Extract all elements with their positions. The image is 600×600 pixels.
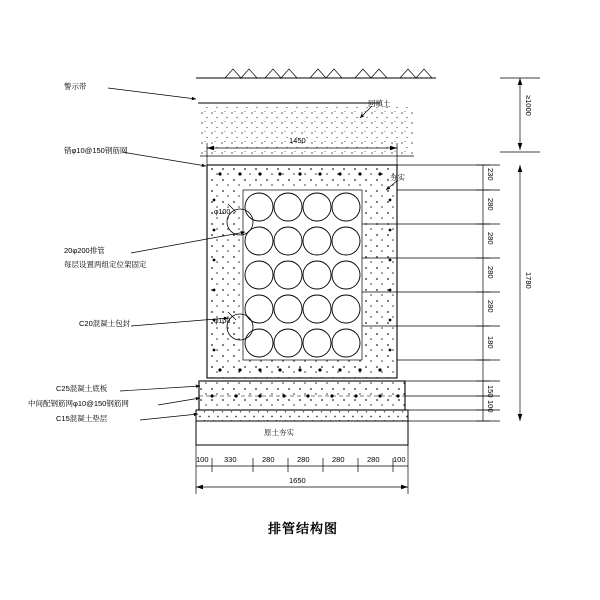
dim-text-bottom-5: 280 <box>367 455 380 464</box>
label-mesh-top: 错φ10@150钢筋网 <box>64 146 128 155</box>
label-cushion: C15混凝土垫层 <box>56 414 108 423</box>
cushion-layer <box>196 410 408 421</box>
dim-text-cover-depth: ≥1000 <box>524 95 533 116</box>
drawing-title: 排管结构图 <box>268 521 339 536</box>
label-base-slab: C25混凝土底板 <box>56 384 108 393</box>
dim-text-right-0: 230 <box>486 168 495 181</box>
label-warning-tape: 警示带 <box>64 82 87 91</box>
dim-text-right-3: 280 <box>486 266 495 279</box>
dim-text-right-2: 280 <box>486 232 495 245</box>
dim-bottom-chain <box>196 445 408 494</box>
dim-text-bottom-2: 280 <box>262 455 275 464</box>
base-slab <box>199 381 405 410</box>
label-backfill: 回填土 <box>368 99 391 108</box>
label-pipe-dia-upper: φ100 <box>214 209 231 216</box>
ground-line-group <box>196 69 436 78</box>
dim-text-bottom-6: 100 <box>393 455 406 464</box>
dim-text-bottom-0: 100 <box>196 455 209 464</box>
dim-text-bottom-1: 330 <box>224 455 237 464</box>
dim-text-right-1: 280 <box>486 198 495 211</box>
dim-text-bottom-4: 280 <box>332 455 345 464</box>
dim-text-right-7: 100 <box>486 400 495 413</box>
label-subgrade: 原土夯实 <box>264 428 294 437</box>
dim-text-right-5: 180 <box>486 336 495 349</box>
label-concrete-encase: C20混凝土包封 <box>79 319 131 328</box>
label-pipe-dia-lower: φ100 <box>214 318 231 325</box>
backfill-zone <box>200 106 414 156</box>
label-pipes-note: 每层设置两组定位架固定 <box>64 260 147 269</box>
dim-text-right-6: 150 <box>486 385 495 398</box>
dim-text-total-height: 1780 <box>524 272 533 289</box>
label-pipes: 20φ200排管 <box>64 246 105 255</box>
label-middle-mesh: 中间配钢筋网φ10@150钢筋网 <box>28 399 129 408</box>
dim-text-bottom-3: 280 <box>297 455 310 464</box>
dim-text-top-width: 1450 <box>289 136 306 145</box>
dim-text-bottom-total: 1650 <box>289 476 306 485</box>
label-tamped-layer: 夯实 <box>390 173 405 182</box>
dim-text-right-4: 280 <box>486 300 495 313</box>
subgrade-zone <box>196 421 408 445</box>
